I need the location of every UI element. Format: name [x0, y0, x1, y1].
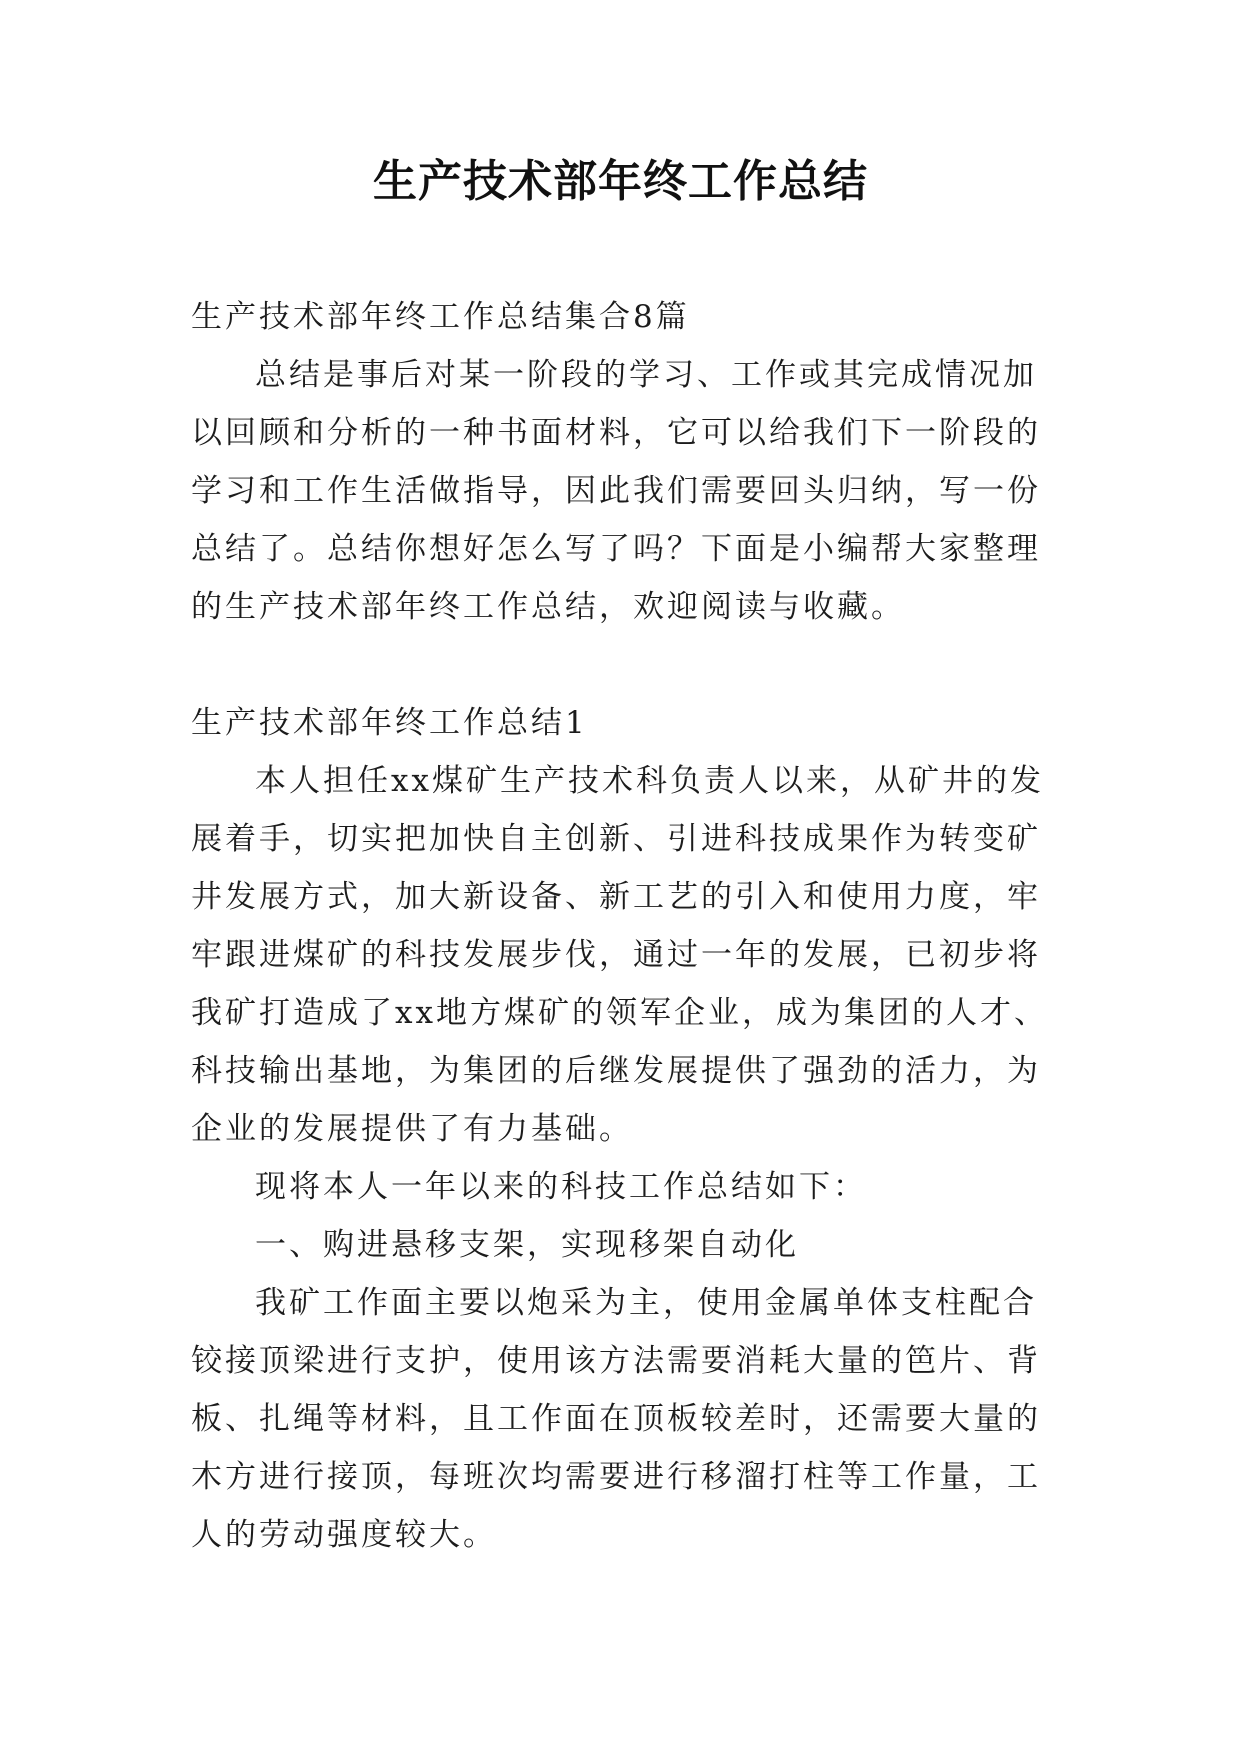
section-1: [191, 694, 1061, 1564]
section-1-subheading: 一、购进悬移支架，实现移架自动化: [255, 1227, 799, 1263]
section-1-paragraph: 现将本人一年以来的科技工作总结如下：: [255, 1169, 867, 1205]
intro-subtitle: 生产技术部年终工作总结集合8篇: [191, 299, 690, 335]
section-1-paragraph: 我矿工作面主要以炮采为主，使用金属单体支柱配合铰接顶梁进行支护，使用该方法需要消耗大量的笆片、背板、扎绳等材料，且工作面在顶板较差时，还需要大量的木方进行接顶，每班次均需要进行移溜打柱等工作量，工人的劳动强度较大。: [191, 1285, 1041, 1553]
section-1-paragraph: 本人担任xx煤矿生产技术科负责人以来，从矿井的发展着手，切实把加快自主创新、引进科技成果作为转变矿井发展方式，加大新设备、新工艺的引入和使用力度，牢牢跟进煤矿的科技发展步伐，通过一年的发展，已初步将我矿打造成了xx地方煤矿的领军企业，成为集团的人才、科技输出基地，为集团的后继发展提供了强劲的活力，为企业的发展提供了有力基础。: [191, 763, 1048, 1147]
intro-section: [191, 288, 1061, 636]
section-1-heading: 生产技术部年终工作总结1: [191, 705, 588, 741]
document-title: 生产技术部年终工作总结: [373, 156, 868, 207]
intro-paragraph: 总结是事后对某一阶段的学习、工作或其完成情况加以回顾和分析的一种书面材料，它可以给我们下一阶段的学习和工作生活做指导，因此我们需要回头归纳，写一份总结了。总结你想好怎么写了吗？下面是小编帮大家整理的生产技术部年终工作总结，欢迎阅读与收藏。: [191, 357, 1041, 625]
